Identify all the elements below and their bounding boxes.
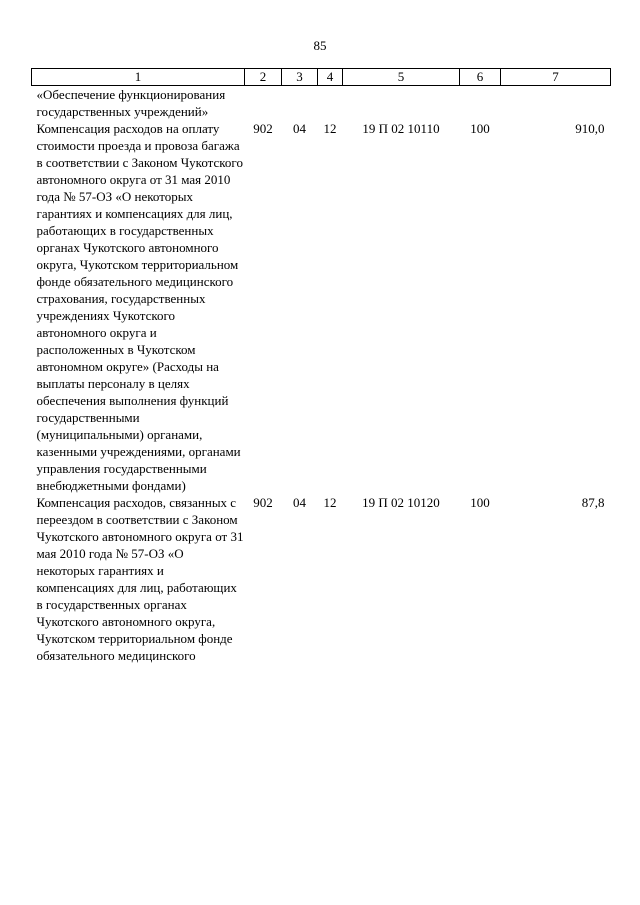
row-name: «Обеспечение функционирования государственных учреждений» xyxy=(36,87,226,119)
header-col-2: 2 xyxy=(245,69,282,86)
row-amount: 87,8 xyxy=(581,495,605,510)
row-target-code: 19 П 02 10110 xyxy=(362,121,440,136)
row-name: Компенсация расходов, связанных с переездом в соответствии с Законом Чукотского автономного округа от 31 мая 2010 года № 57-ОЗ «О некоторых гарантиях и компенсациях для лиц, работающих в государственных органах Чукотского автономного округа, Чукотском территориальном фонде обязательного медицинского xyxy=(36,495,244,663)
row-ministry-code: 902 xyxy=(253,495,273,510)
page-number: 85 xyxy=(313,38,327,53)
row-section-code: 04 xyxy=(293,121,306,136)
row-subsection-code: 12 xyxy=(323,495,337,510)
row-ministry-code xyxy=(245,86,282,121)
header-col-1: 1 xyxy=(32,69,245,86)
table-row xyxy=(32,120,611,494)
row-target-code xyxy=(343,86,460,121)
row-ministry-code: 902 xyxy=(253,121,273,136)
row-expense-type-code: 100 xyxy=(470,121,490,136)
row-expense-type-code: 100 xyxy=(470,495,490,510)
header-col-5: 5 xyxy=(343,69,460,86)
row-subsection-code xyxy=(318,86,343,121)
row-section-code xyxy=(282,86,318,121)
table-header-row xyxy=(32,69,611,86)
header-col-3: 3 xyxy=(282,69,318,86)
row-section-code: 04 xyxy=(293,495,306,510)
table-row xyxy=(32,494,611,664)
row-expense-type-code xyxy=(460,86,501,121)
header-col-6: 6 xyxy=(460,69,501,86)
row-name: Компенсация расходов на оплату стоимости проезда и провоза багажа в соответствии с Законом Чукотского автономного округа от 31 мая 2010 года № 57-ОЗ «О некоторых гарантиях и компенсациях для лиц, работающих в государственных органах Чукотского автономного округа, Чукотском территориальном фонде обязательного медицинского страхования, государственных учреждениях Чукотского автономного округа и расположенных в Чукотском автономном округе» (Расходы на выплаты персоналу в целях обеспечения выполнения функций государственными (муниципальными) органами, казенными учреждениями, органами управления государственными внебюджетными фондами) xyxy=(36,121,243,493)
budget-table xyxy=(31,68,611,664)
header-col-7: 7 xyxy=(501,69,611,86)
row-subsection-code: 12 xyxy=(323,121,337,136)
row-amount xyxy=(501,86,611,121)
header-col-4: 4 xyxy=(318,69,343,86)
table-row xyxy=(32,86,611,121)
row-amount: 910,0 xyxy=(575,121,605,136)
row-target-code: 19 П 02 10120 xyxy=(362,495,440,510)
